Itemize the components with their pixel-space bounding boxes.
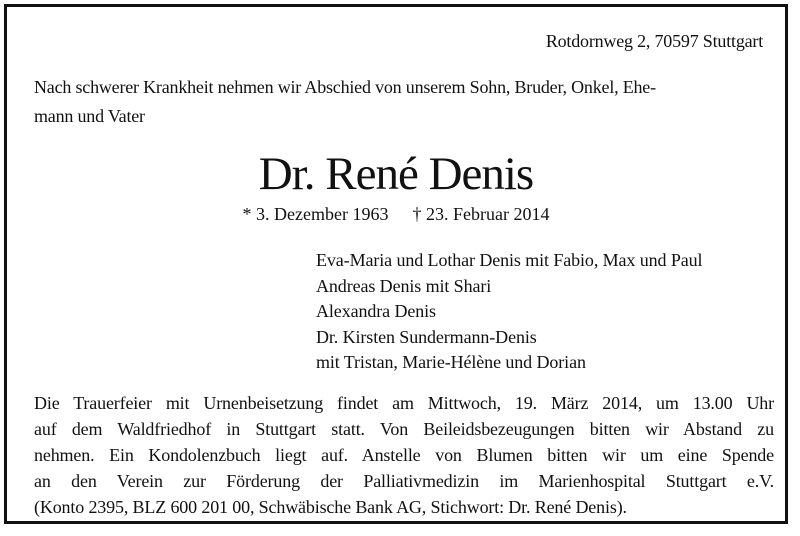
mourner-line: Andreas Denis mit Shari [316,275,492,296]
service-line: Die Trauerfeier mit Urnenbeisetzung findet am Mittwoch, 19. März 2014, um 13.00 Uhr [34,393,774,413]
birth-date: * 3. Dezember 1963 [242,204,389,224]
mourner-line: Alexandra Denis [316,301,436,321]
mourner-line: Dr. Kirsten Sundermann-Denis [316,326,537,347]
death-date: † 23. Februar 2014 [412,204,550,224]
mourners-list [316,248,702,376]
deceased-name: Dr. René Denis [258,148,534,200]
service-line: auf dem Waldfriedhof in Stuttgart statt. Von Beileidsbezeugungen bitten wir Abstand zu [34,419,774,439]
mourner-line: Eva-Maria und Lothar Denis mit Fabio, Max und Paul [316,250,703,270]
address: Rotdornweg 2, 70597 Stuttgart [545,31,763,51]
service-line: (Konto 2395, BLZ 600 201 00, Schwäbische Bank AG, Stichwort: Dr. René Denis). [34,497,627,517]
intro-text [34,73,774,131]
mourner-line: mit Tristan, Marie-Hélène und Dorian [316,352,586,372]
service-text [34,390,774,520]
obituary-notice [4,4,788,524]
service-line: an den Verein zur Förderung der Palliativmedizin im Marienhospital Stuttgart e.V. [34,471,774,491]
service-line: nehmen. Ein Kondolenzbuch liegt auf. Anstelle von Blumen bitten wir um eine Spende [34,445,774,465]
life-dates [7,204,785,225]
intro-line: mann und Vater [34,106,145,126]
intro-line: Nach schwerer Krankheit nehmen wir Abschied von unserem Sohn, Bruder, Onkel, Ehe- [34,77,656,97]
